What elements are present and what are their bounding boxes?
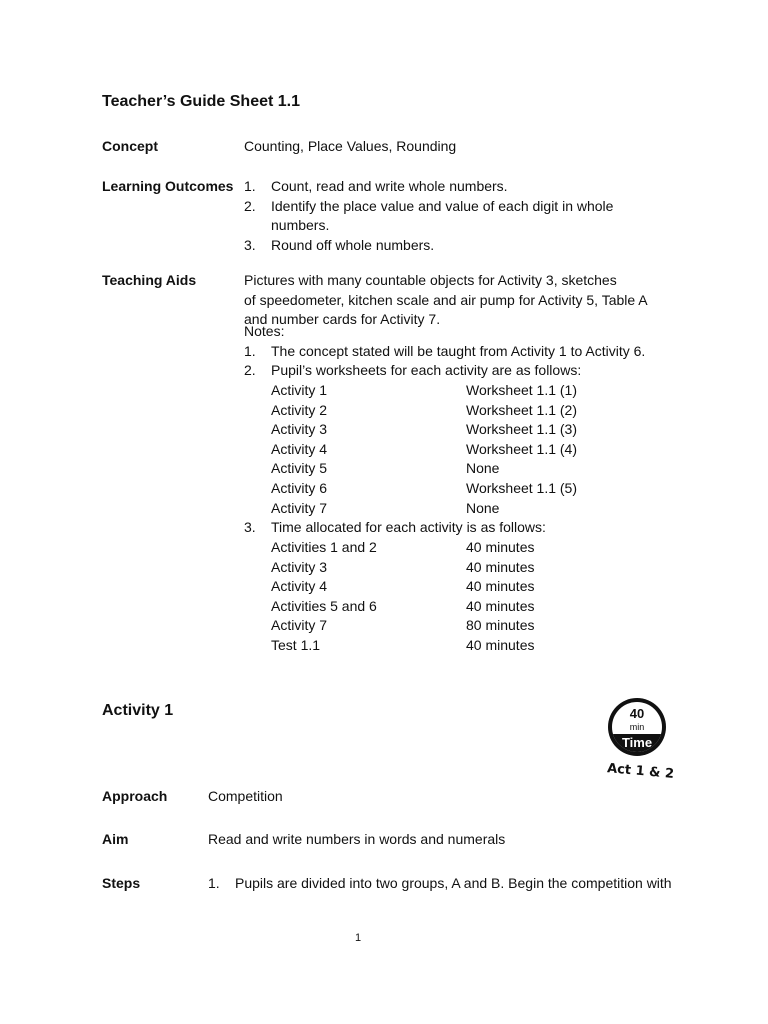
activity-heading: Activity 1 [102, 702, 174, 719]
handwritten-note: Act 1 & 2 [606, 761, 675, 782]
list-item: 2. Identify the place value and value of each digit in whole [244, 197, 614, 214]
table-row: Test 1.1 40 minutes [271, 636, 535, 653]
table-row: Activities 1 and 2 40 minutes [271, 539, 535, 555]
note-item: 1. The concept stated will be taught from Activity 1 to Activity 6. [244, 342, 646, 359]
approach-label: Approach [102, 788, 168, 804]
table-row: Activity 2 Worksheet 1.1 (2) [271, 401, 578, 418]
learning-outcomes-list [244, 177, 613, 255]
learning-outcomes-label: Learning Outcomes [102, 178, 234, 194]
table-row: Activity 3 Worksheet 1.1 (3) [271, 421, 578, 438]
time-table [271, 538, 571, 656]
list-item: 3. Round off whole numbers. [244, 236, 435, 253]
steps-item: 1. Pupils are divided into two groups, A and B. Begin the competition with [208, 875, 672, 891]
clock-icon [608, 698, 666, 756]
table-row: Activity 6 Worksheet 1.1 (5) [271, 479, 578, 496]
time-badge [612, 702, 662, 752]
concept-value: Counting, Place Values, Rounding [244, 138, 457, 154]
table-row: Activity 3 40 minutes [271, 558, 535, 575]
page-title: Teacher’s Guide Sheet 1.1 [102, 93, 301, 110]
badge-number: 40 [629, 706, 645, 721]
table-row: Activity 7 None [271, 499, 500, 516]
table-row: Activity 1 Worksheet 1.1 (1) [271, 382, 578, 398]
aim-value: Read and write numbers in words and numerals [208, 831, 506, 847]
teaching-aids-label: Teaching Aids [102, 272, 197, 288]
page-number: 1 [355, 932, 362, 944]
list-item: 1. Count, read and write whole numbers. [244, 178, 508, 194]
notes-label: Notes: [244, 323, 285, 339]
concept-label: Concept [102, 138, 158, 154]
worksheet-table [271, 381, 578, 518]
badge-label: Time [621, 735, 653, 750]
badge-unit: min [629, 722, 645, 732]
table-row: Activity 7 80 minutes [271, 617, 535, 634]
notes-section [244, 322, 645, 381]
teaching-aids-text [244, 271, 648, 330]
approach-value: Competition [208, 788, 283, 804]
teaching-aids-line: and number cards for Activity 7. [244, 311, 441, 328]
table-row: Activity 5 None [271, 460, 500, 477]
table-row: Activities 5 and 6 40 minutes [271, 597, 535, 614]
note-item: 3. Time allocated for each activity is as follows: [244, 519, 546, 535]
table-row: Activity 4 Worksheet 1.1 (4) [271, 440, 578, 457]
list-item-continuation: numbers. [271, 217, 330, 234]
steps-label: Steps [102, 875, 141, 891]
note-item: 2. Pupil’s worksheets for each activity are as follows: [244, 362, 582, 379]
table-row: Activity 4 40 minutes [271, 578, 535, 595]
teaching-aids-line: Pictures with many countable objects for Activity 3, sketches [244, 272, 617, 288]
teaching-aids-line: of speedometer, kitchen scale and air pump for Activity 5, Table A [244, 291, 648, 308]
aim-label: Aim [102, 831, 129, 847]
